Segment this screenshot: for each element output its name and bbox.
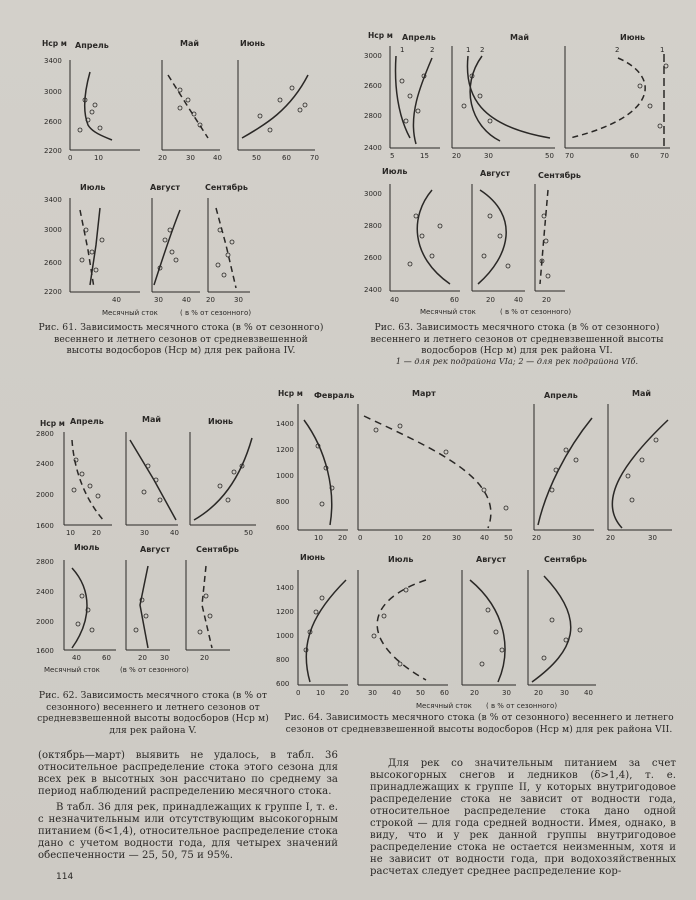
- x-tick: 20: [532, 534, 541, 542]
- curve-august: [470, 580, 505, 682]
- curve-may: [168, 75, 208, 138]
- figure-63-plots: [360, 26, 680, 322]
- panel-title-september: Сентябрь: [205, 183, 248, 192]
- curve-label: 1: [660, 46, 665, 54]
- x-tick: 40: [480, 534, 489, 542]
- figure-63: [360, 26, 680, 322]
- y-tick: 1400: [276, 584, 294, 592]
- x-tick: 30: [160, 654, 169, 662]
- curve-label: 2: [480, 46, 485, 54]
- curve-june-2: [570, 58, 645, 138]
- x-tick: 30: [186, 154, 195, 162]
- x-tick: 40: [514, 296, 523, 304]
- figure-62: [30, 400, 270, 690]
- y-tick: 600: [276, 680, 290, 688]
- figure-63-caption: Рис. 63. Зависимость месячного стока (в % от сезонного) весеннего и летнего сезонов от средневзвешенной высоты водосборов (Hср м) для рек района VI.: [370, 322, 664, 356]
- x-axis-unit: (в % от сезонного): [120, 666, 189, 674]
- y-axis-label: Hср м: [40, 419, 65, 428]
- x-tick: 30: [560, 689, 569, 697]
- y-axis-label: Hср м: [368, 31, 393, 40]
- x-axis-label: Месячный сток: [416, 702, 472, 710]
- x-tick: 20: [606, 534, 615, 542]
- curve-april: [85, 72, 112, 140]
- right-column: [370, 758, 676, 878]
- x-tick: 0: [296, 689, 301, 697]
- figure-63-legend-text: 1 — для рек подрайона VIа; 2 — для рек подрайона VIб.: [395, 357, 639, 366]
- panel-title-august: Август: [476, 555, 507, 564]
- curve-june: [306, 580, 346, 682]
- y-tick: 1000: [276, 472, 294, 480]
- y-tick: 3400: [44, 196, 62, 204]
- x-tick: 5: [390, 152, 395, 160]
- y-tick: 800: [276, 498, 290, 506]
- curve-march: [364, 416, 491, 528]
- x-tick: 60: [282, 154, 291, 162]
- panel-title-september: Сентябрь: [538, 171, 581, 180]
- curve-may: [130, 440, 176, 520]
- x-tick: 30: [572, 534, 581, 542]
- x-tick: 50: [252, 154, 261, 162]
- panel-title-june: Июнь: [240, 39, 266, 48]
- curve-september: [532, 576, 571, 682]
- x-tick: 30: [154, 296, 163, 304]
- panel-title-august: Август: [140, 545, 171, 554]
- figure-61-caption: Рис. 61. Зависимость месячного стока (в % от сезонного) весеннего и летнего сезонов от средневзвешенной высоты водосборов (Hср м) для рек района IV.: [38, 322, 324, 356]
- curve-label: 1: [466, 46, 471, 54]
- curve-april-2: [413, 58, 432, 144]
- figure-62-plots: [30, 400, 270, 690]
- y-axis-label: Hср м: [42, 39, 67, 48]
- x-tick: 20: [92, 529, 101, 537]
- y-tick: 1200: [276, 608, 294, 616]
- panel-title-august: Август: [150, 183, 181, 192]
- x-tick: 30: [484, 152, 493, 160]
- x-tick: 10: [316, 689, 325, 697]
- y-tick: 1600: [36, 647, 54, 655]
- x-tick: 40: [390, 296, 399, 304]
- panel-title-april: Апрель: [70, 417, 104, 426]
- y-tick: 2200: [44, 147, 62, 155]
- y-tick: 2800: [364, 222, 382, 230]
- x-tick: 30: [368, 689, 377, 697]
- x-tick: 20: [452, 152, 461, 160]
- x-tick: 30: [648, 534, 657, 542]
- panel-title-june: Июнь: [300, 553, 326, 562]
- panel-title-february: Февраль: [314, 391, 355, 400]
- x-tick: 15: [420, 152, 429, 160]
- x-tick: 40: [392, 689, 401, 697]
- x-tick: 40: [170, 529, 179, 537]
- y-axis-label: Hср м: [278, 389, 303, 398]
- y-tick: 2600: [44, 259, 62, 267]
- x-tick: 50: [504, 534, 513, 542]
- x-tick: 20: [200, 654, 209, 662]
- x-axis-label: Месячный сток: [44, 666, 100, 674]
- figure-64-caption: Рис. 64. Зависимость месячного стока (в % от сезонного) весеннего и летнего сезонов от средневзвешенной высоты водосборов (Hср м) для рек района VII.: [284, 712, 674, 735]
- x-tick: 50: [416, 689, 425, 697]
- x-tick: 10: [66, 529, 75, 537]
- x-tick: 0: [358, 534, 363, 542]
- x-tick: 20: [422, 534, 431, 542]
- right-paragraph-1: Для рек со значительным питанием за счет высокогорных снегов и ледников (δ>1,4), т. е. принадлежащих к группе II, у которых внутригодовое распределение стока не зависит от водности года, относительное распределение стока дано одной строкой — для года средней водности. Имея, однако, в виду, что и у рек данной группы внутригодовое распределение стока не остается неизменным, хотя и не зависит от водности года, при водохозяйственных расчетах следует среднее распределение кор-: [370, 758, 676, 877]
- y-tick: 1000: [276, 632, 294, 640]
- y-tick: 2600: [44, 118, 62, 126]
- x-tick: 40: [182, 296, 191, 304]
- x-tick: 50: [545, 152, 554, 160]
- y-tick: 2800: [364, 112, 382, 120]
- panel-title-june: Июнь: [620, 33, 646, 42]
- x-tick: 20: [206, 296, 215, 304]
- x-tick: 0: [68, 154, 73, 162]
- figure-62-caption: Рис. 62. Зависимость месячного стока (в % от сезонного) весеннего и летнего сезонов от средневзвешенной высоты водосборов (Hср м) для рек района V.: [37, 690, 269, 736]
- curve-label: 1: [400, 46, 405, 54]
- panel-title-may: Май: [510, 33, 529, 42]
- figure-64-plots: [276, 380, 686, 710]
- y-tick: 2400: [364, 286, 382, 294]
- y-tick: 2000: [36, 491, 54, 499]
- page-number: 114: [56, 872, 74, 882]
- x-tick: 20: [470, 689, 479, 697]
- y-tick: 3400: [44, 57, 62, 65]
- x-tick: 70: [310, 154, 319, 162]
- x-tick: 70: [565, 152, 574, 160]
- y-tick: 2600: [364, 82, 382, 90]
- curve-june: [194, 438, 252, 520]
- y-tick: 2800: [36, 430, 54, 438]
- y-tick: 2600: [364, 254, 382, 262]
- curve-april: [72, 440, 105, 522]
- x-tick: 40: [213, 154, 222, 162]
- panel-title-may: Май: [142, 415, 161, 424]
- x-tick: 40: [112, 296, 121, 304]
- x-tick: 20: [542, 296, 551, 304]
- panel-title-april: Апрель: [544, 391, 578, 400]
- x-tick: 20: [534, 689, 543, 697]
- curve-may: [612, 420, 668, 528]
- y-tick: 1200: [276, 446, 294, 454]
- panel-title-july: Июль: [80, 183, 106, 192]
- x-tick: 30: [234, 296, 243, 304]
- curve-april: [538, 418, 592, 525]
- panel-title-july: Июль: [74, 543, 100, 552]
- curve-may-1: [467, 56, 550, 138]
- panel-title-may: Май: [632, 389, 651, 398]
- curve-february: [304, 420, 332, 525]
- x-tick: 10: [314, 534, 323, 542]
- figure-61-plots: [30, 30, 330, 320]
- y-tick: 3000: [364, 190, 382, 198]
- y-tick: 1600: [36, 522, 54, 530]
- y-tick: 2400: [364, 144, 382, 152]
- curve-september: [540, 190, 548, 284]
- y-tick: 3000: [44, 226, 62, 234]
- y-tick: 2000: [36, 618, 54, 626]
- y-tick: 3000: [364, 52, 382, 60]
- x-tick: 40: [584, 689, 593, 697]
- x-tick: 60: [102, 654, 111, 662]
- x-tick: 20: [338, 534, 347, 542]
- curve-july: [417, 190, 450, 284]
- panel-title-may: Май: [180, 39, 199, 48]
- panel-title-august: Август: [480, 169, 511, 178]
- figure-63-legend: [362, 356, 672, 368]
- panel-title-april: Апрель: [402, 33, 436, 42]
- x-tick: 60: [450, 296, 459, 304]
- x-tick: 60: [440, 689, 449, 697]
- x-axis-unit: ( в % от сезонного): [180, 309, 252, 317]
- y-tick: 2400: [36, 460, 54, 468]
- curve-august: [140, 566, 148, 648]
- curve-september: [202, 566, 212, 648]
- curve-august: [154, 210, 180, 285]
- x-tick: 20: [340, 689, 349, 697]
- panel-title-june: Июнь: [208, 417, 234, 426]
- panel-title-march: Март: [412, 389, 436, 398]
- x-tick: 30: [452, 534, 461, 542]
- panel-title-july: Июль: [388, 555, 414, 564]
- curve-july: [72, 568, 87, 648]
- x-tick: 70: [660, 152, 669, 160]
- x-tick: 10: [94, 154, 103, 162]
- panel-title-september: Сентябрь: [544, 555, 587, 564]
- x-tick: 30: [502, 689, 511, 697]
- y-tick: 1400: [276, 420, 294, 428]
- x-tick: 20: [158, 154, 167, 162]
- x-axis-label: Месячный сток: [102, 309, 158, 317]
- curve-label: 2: [615, 46, 620, 54]
- y-tick: 800: [276, 656, 290, 664]
- x-tick: 40: [72, 654, 81, 662]
- panel-title-july: Июль: [382, 167, 408, 176]
- left-column: [38, 750, 338, 862]
- x-tick: 20: [486, 296, 495, 304]
- x-axis-unit: ( в % от сезонного): [486, 702, 558, 710]
- x-axis-label: Месячный сток: [420, 308, 476, 316]
- x-tick: 20: [138, 654, 147, 662]
- y-tick: 600: [276, 524, 290, 532]
- y-tick: 2200: [44, 288, 62, 296]
- y-tick: 3000: [44, 88, 62, 96]
- y-tick: 2800: [36, 558, 54, 566]
- figure-61: [30, 30, 330, 320]
- y-tick: 2400: [36, 588, 54, 596]
- x-axis-unit: ( в % от сезонного): [500, 308, 572, 316]
- curve-label: 2: [430, 46, 435, 54]
- x-tick: 10: [394, 534, 403, 542]
- curve-june: [242, 75, 308, 138]
- left-paragraph-1: (октябрь—март) выявить не удалось, в табл. 36 относительное распределение стока этого сезона для всех рек в высотных зон рассчитано по среднему за период наблюдений распределению месячного стока.: [38, 750, 338, 797]
- x-tick: 50: [244, 529, 253, 537]
- x-tick: 30: [140, 529, 149, 537]
- panel-title-april: Апрель: [75, 41, 109, 50]
- x-tick: 60: [630, 152, 639, 160]
- left-paragraph-2: В табл. 36 для рек, принадлежащих к группе I, т. е. с незначительным или отсутствующим высокогорным питанием (δ<1,4), относительное распределение стока дано с учетом водности года, для четырех значений обеспеченности — 25, 50, 75 и 95%.: [38, 802, 338, 861]
- figure-64: [276, 380, 686, 710]
- panel-title-september: Сентябрь: [196, 545, 239, 554]
